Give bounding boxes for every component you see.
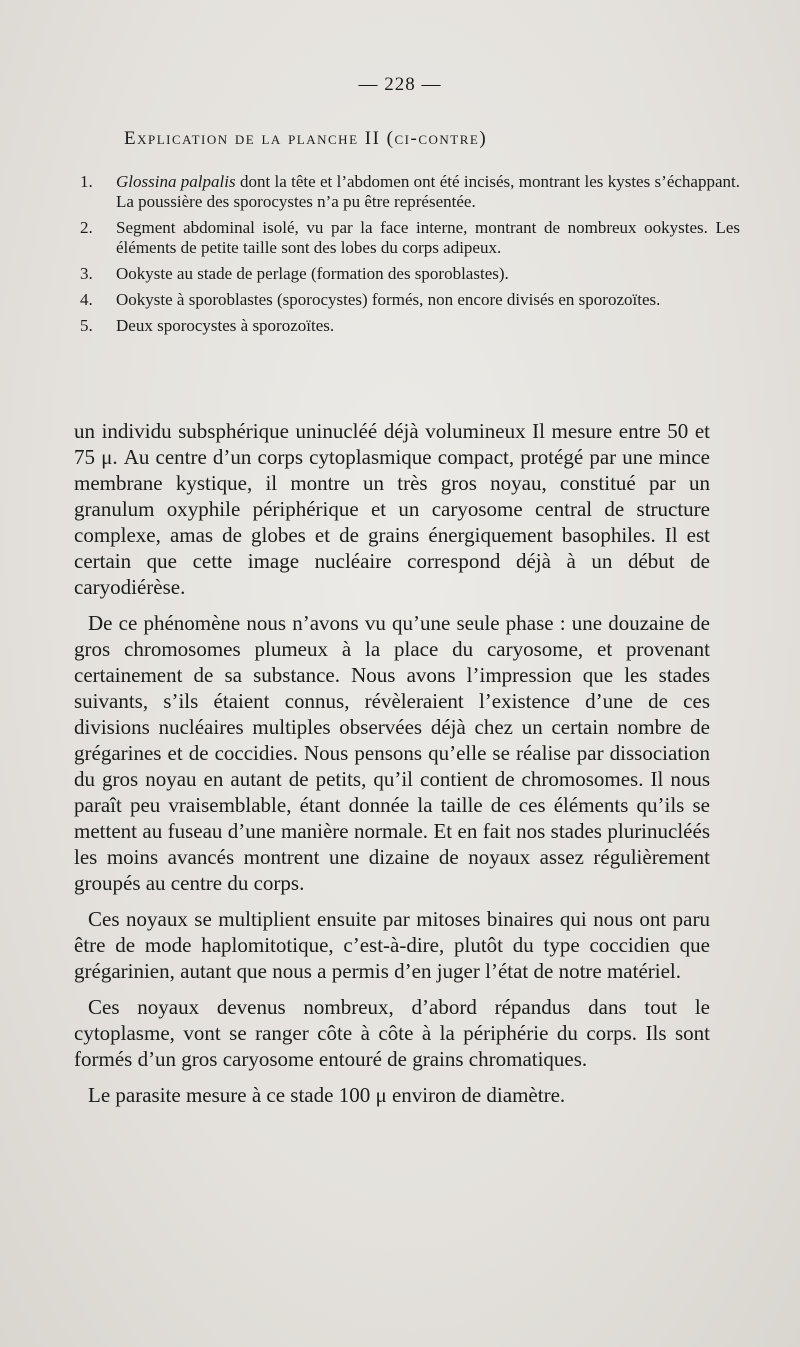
legend-number: 1.	[80, 172, 93, 191]
legend-number: 5.	[80, 316, 93, 335]
main-text	[74, 418, 710, 1118]
paragraph: un individu subsphérique uninucléé déjà volumineux Il mesure entre 50 et 75 μ. Au centre d’un corps cytoplasmique compact, protégé par une mince membrane kystique, il montre un très gros noyau, constitué par un granulum oxyphile périphérique et un caryosome central de structure complexe, amas de globes et de grains énergiquement basophiles. Il est certain que cette image nucléaire correspond déjà à un début de caryodiérèse.	[74, 419, 710, 599]
species-name: Glossina palpalis	[116, 172, 236, 191]
paragraph: Ces noyaux se multiplient ensuite par mitoses binaires qui nous ont paru être de mode haplomitotique, c’est-à-dire, plutôt du type coccidien que grégarinien, autant que nous a permis d’en juger l’état de notre matériel.	[74, 907, 710, 983]
legend-text: Deux sporocystes à sporozoïtes.	[116, 316, 335, 335]
legend-number: 4.	[80, 290, 93, 309]
plate-caption-title: Explication de la planche II (ci-contre)	[124, 128, 488, 149]
legend-item	[80, 264, 740, 284]
legend-text: Ookyste à sporoblastes (sporocystes) formés, non encore divisés en sporozoïtes.	[116, 290, 661, 309]
page-number: — 228 —	[358, 74, 442, 95]
legend-item	[80, 218, 740, 258]
plate-legend	[80, 172, 740, 342]
legend-text: Segment abdominal isolé, vu par la face interne, montrant de nombreux ookystes. Les éléments de petite taille sont des lobes du corps adipeux.	[116, 218, 740, 257]
legend-item	[80, 316, 740, 336]
legend-item	[80, 290, 740, 310]
paragraph: Ces noyaux devenus nombreux, d’abord répandus dans tout le cytoplasme, vont se ranger côte à côte à la périphérie du corps. Ils sont formés d’un gros caryosome entouré de grains chromatiques.	[74, 995, 710, 1071]
paragraph: De ce phénomène nous n’avons vu qu’une seule phase : une douzaine de gros chromosomes plumeux à la place du caryosome, et provenant certainement de sa substance. Nous avons l’impression que les stades suivants, s’ils étaient connus, révèleraient l’existence d’une de ces divisions nucléaires multiples observées déjà chez un certain nombre de grégarines et de coccidies. Nous pensons qu’elle se réalise par dissociation du gros noyau en autant de petits, qu’il contient de chromosomes. Il nous paraît peu vraisemblable, étant donnée la taille de ces éléments qu’ils se mettent au fuseau d’une manière normale. Et en fait nos stades plurinucléés les moins avancés montrent une dizaine de noyaux assez régulièrement groupés au centre du corps.	[74, 611, 710, 895]
legend-text: Ookyste au stade de perlage (formation des sporoblastes).	[116, 264, 509, 283]
paragraph: Le parasite mesure à ce stade 100 μ environ de diamètre.	[88, 1083, 566, 1107]
legend-item	[80, 172, 740, 212]
legend-number: 2.	[80, 218, 93, 237]
legend-number: 3.	[80, 264, 93, 283]
legend-description: dont la tête et l’abdomen ont été incisés, montrant les kystes s’échappant. La poussière des sporocystes n’a pu être représentée.	[116, 172, 740, 211]
legend-text	[116, 172, 740, 212]
